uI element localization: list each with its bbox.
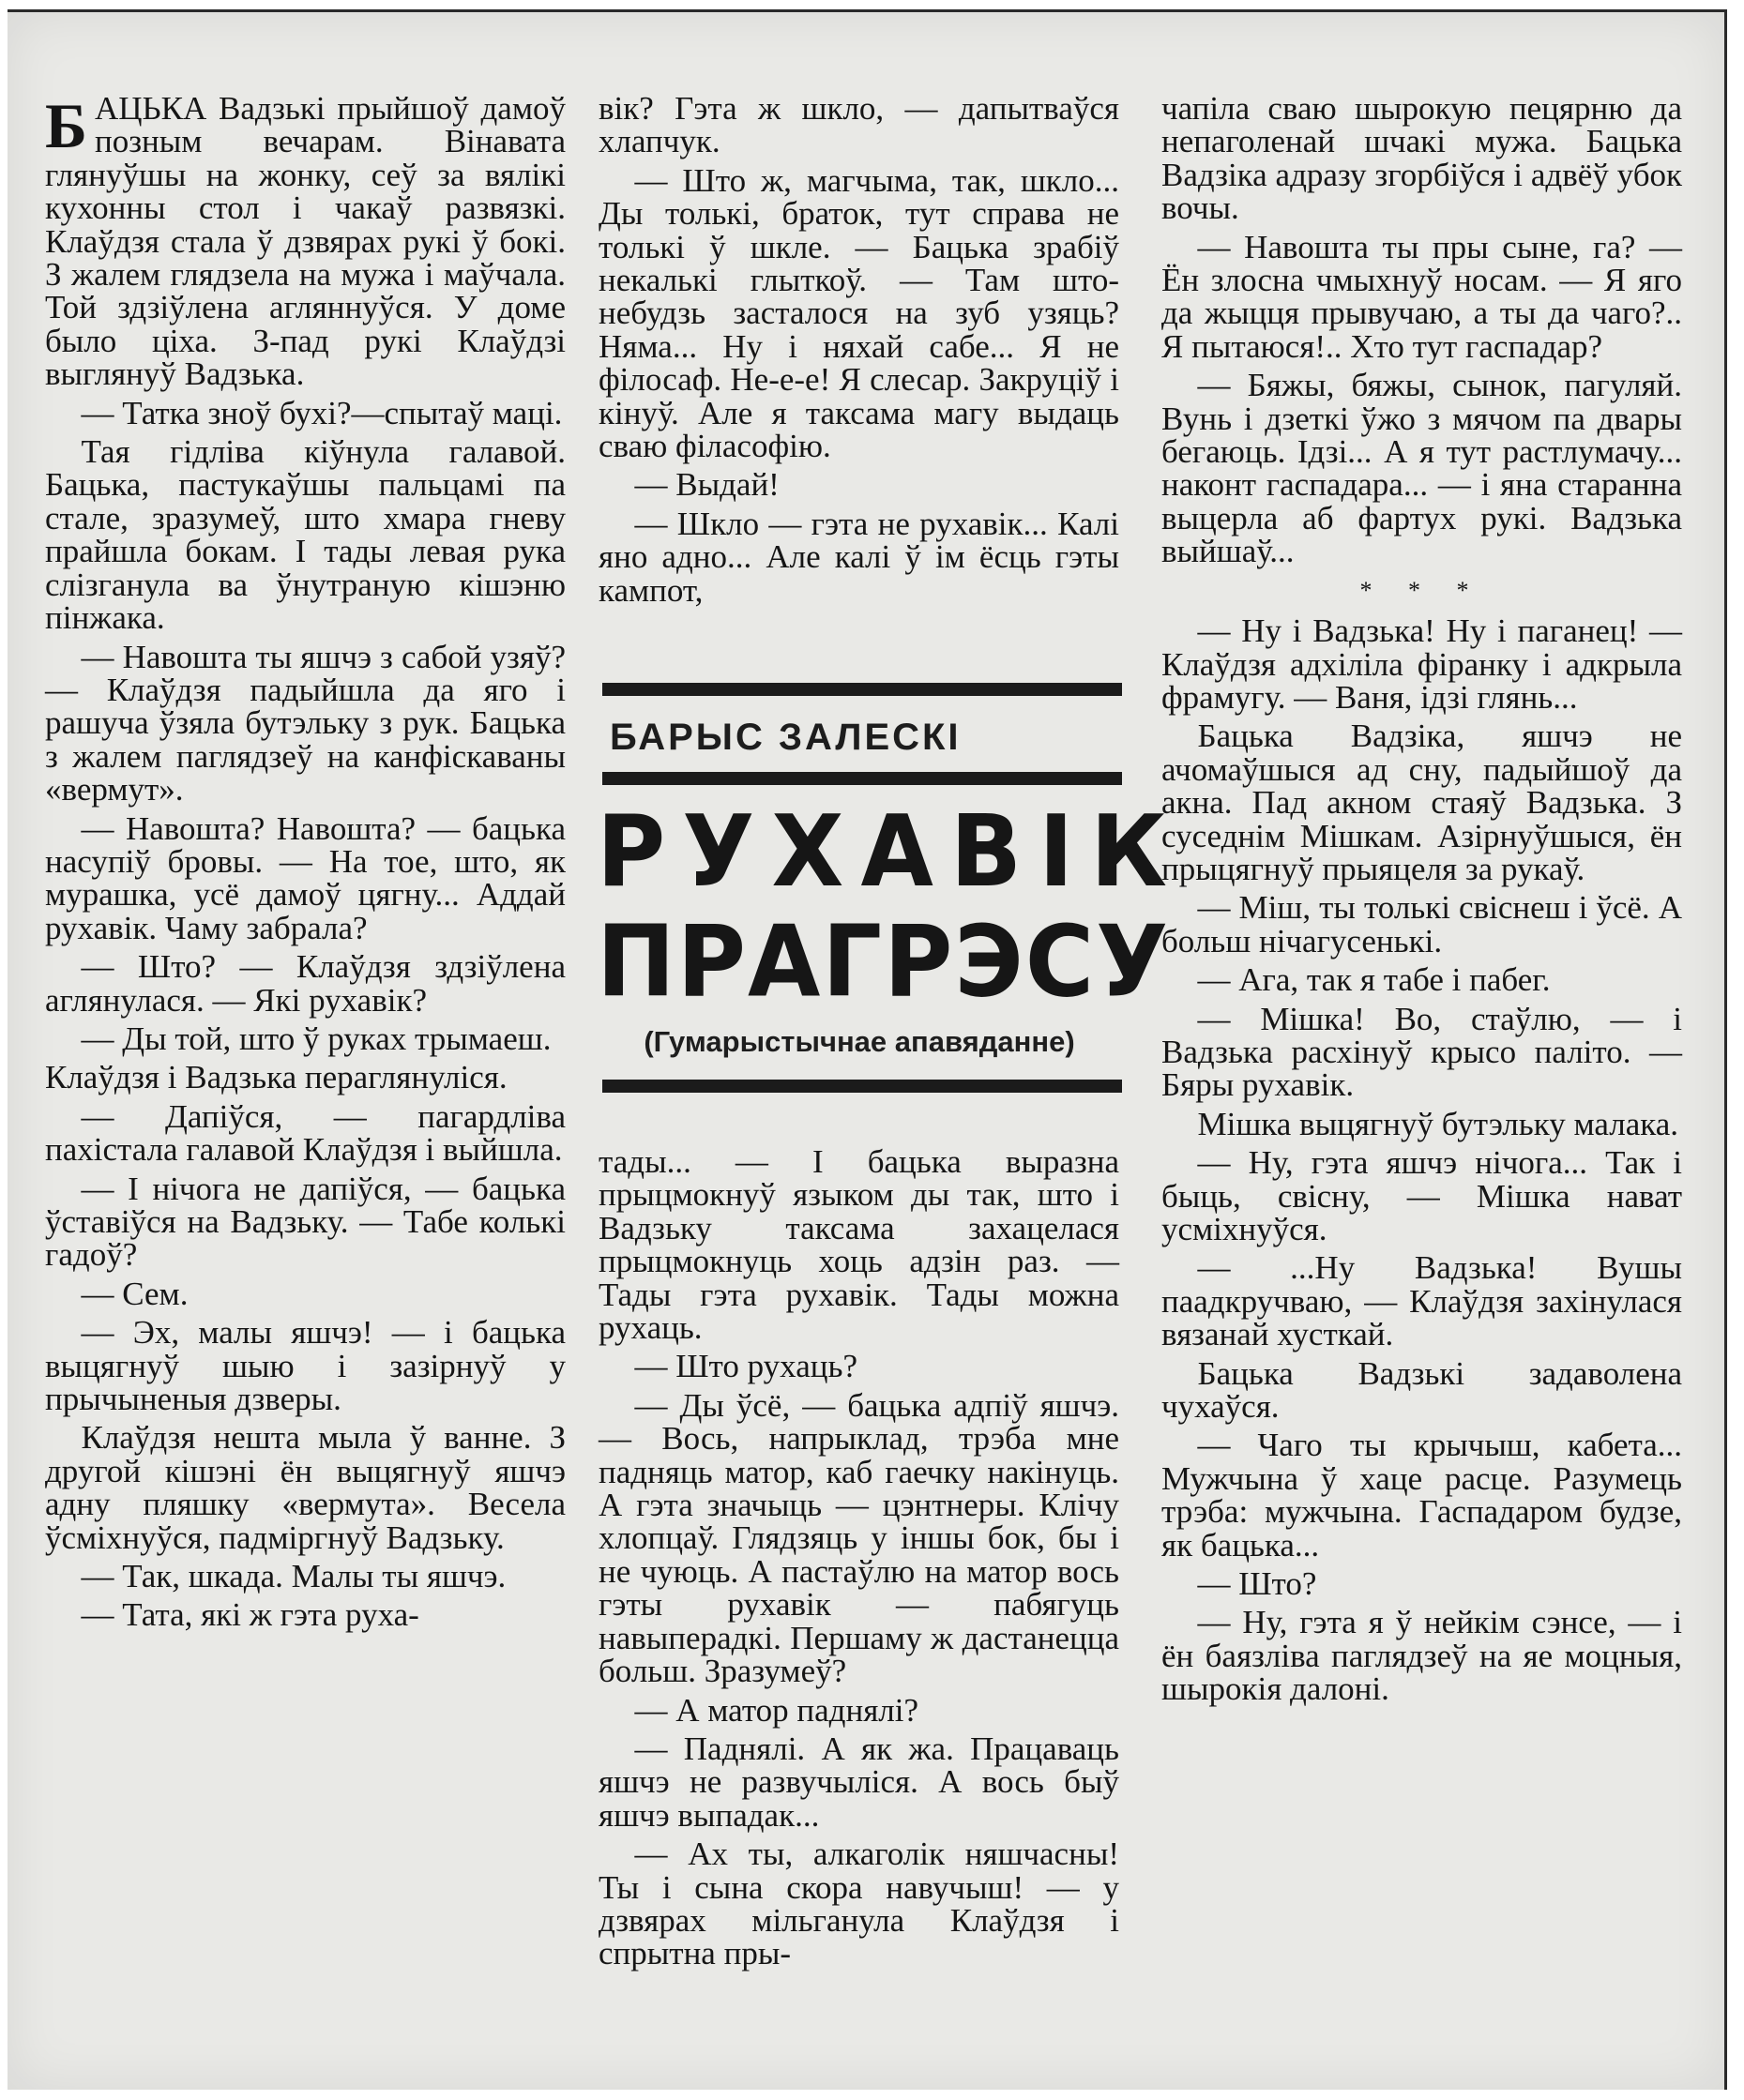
- paragraph: — ...Ну Вадзька! Вушы паадкручваю, — Клаўдзя захінулася вязанай хусткай.: [1161, 1249, 1682, 1353]
- paragraph: — Што ж, магчыма, так, шкло... Ды толькі, браток, тут справа не толькі ў шкле. — Бацька зрабіў некалькі глыткоў. — Там што-небудзь засталося на зуб узяць? Няма... Ну і няхай сабе... Я не філосаф. Не-е-е! Я слесар. Закруціў і кінуў. Але я таксама магу выдаць сваю філасофію.: [599, 161, 1119, 465]
- paragraph: — Ну і Вадзька! Ну і паганец! — Клаўдзя адхіліла фіранку і адкрыла фрамугу. — Ваня, ідзі глянь...: [1161, 612, 1682, 716]
- paragraph: — Дапіўся, — пагардліва пахістала галавой Клаўдзя і выйшла.: [45, 1097, 566, 1169]
- drop-cap: Б: [45, 90, 87, 161]
- section-separator: * * *: [1359, 576, 1484, 604]
- column-2-top: [599, 92, 1119, 607]
- paragraph: — Мішка! Во, стаўлю, — і Вадзька расхінуў крысо паліто. — Бяры рухавік.: [1161, 1000, 1682, 1104]
- column-3: [1161, 92, 1682, 1706]
- headline: [597, 793, 1185, 1020]
- paragraph: Бацька Вадзіка, яшчэ не ачомаўшыся ад сну, падыйшоў да акна. Пад акном стаяў Вадзька. З суседнім Мішкам. Азірнуўшыся, ён прыцягнуў прыяцеля за рукаў.: [1161, 718, 1682, 887]
- paragraph: — Што?: [1197, 1565, 1317, 1603]
- paragraph: — Паднялі. А як жа. Працаваць яшчэ не развучыліся. А вось быў яшчэ выпадак...: [599, 1730, 1119, 1834]
- paragraph: — Што? — Клаўдзя здзіўлена аглянулася. — Які рухавік?: [45, 948, 566, 1019]
- paragraph: — Ага, так я табе і пабег.: [1197, 961, 1551, 999]
- headline-block: [597, 683, 1185, 1114]
- headline-line-1: РУХАВІК: [597, 793, 1185, 910]
- subtitle: (Гумарыстычнае апавяданне): [644, 1025, 1075, 1058]
- paragraph: — Ды ўсё, — бацька адпіў яшчэ. — Вось, напрыклад, трэба мне падняць матор, каб гаечку накінуць. А гэта значыць — цэнтнеры. Клічу хлопцаў. Глядзяць у іншы бок, бы і не чуюць. А пастаўлю на матор вось гэты рухавік — пабягуць навыперадкі. Першаму ж дастанецца больш. Зразумеў?: [599, 1386, 1119, 1690]
- column-2-bottom: [599, 1145, 1119, 1971]
- paragraph: — Навошта? Навошта? — бацька насупіў бровы. — На тое, што, як мурашка, усё дамоў цягну... Аддай рухавік. Чаму забрала?: [45, 809, 566, 946]
- column-1: [45, 92, 566, 1632]
- paragraph: — Ну, гэта яшчэ нічога... Так і быць, свісну, — Мішка нават усміхнуўся.: [1161, 1144, 1682, 1247]
- paragraph: — І нічога не дапіўся, — бацька ўставіўся на Вадзьку. — Табе колькі гадоў?: [45, 1170, 566, 1274]
- top-rule: [602, 683, 1122, 696]
- paragraph: — А матор паднялі?: [634, 1691, 919, 1729]
- paragraph: — Сем.: [81, 1275, 189, 1312]
- paragraph: Тая гідліва кіўнула галавой. Бацька, пастукаўшы пальцамі па стале, зразумеў, што хмара гневу прайшла бокам. І тады левая рука слізганула ва ўнутраную кішэню пінжака.: [45, 433, 566, 637]
- paragraph: Клаўдзя і Вадзька пераглянуліся.: [45, 1059, 508, 1096]
- paragraph: — Так, шкада. Малы ты яшчэ.: [81, 1558, 507, 1595]
- opening-paragraph: [45, 92, 566, 391]
- paragraph: — Татка зноў бухі?—спытаў маці.: [81, 394, 563, 431]
- paragraph: — Тата, які ж гэта руха-: [81, 1596, 419, 1634]
- paragraph: тады... — І бацька выразна прыцмокнуў языком ды так, што і Вадзьку таксама захацелася прыцмокнуць хоць адзін раз. — Тады гэта рухавік. Тады можна рухаць.: [599, 1143, 1119, 1347]
- paragraph: чапіла сваю шырокую пецярню да непаголенай шчакі мужа. Бацька Вадзіка адразу згорбіўся і адвёў убок вочы.: [1161, 90, 1682, 227]
- paragraph: — Міш, ты толькі свіснеш і ўсё. А больш нічагусенькі.: [1161, 889, 1682, 959]
- middle-rule: [602, 772, 1122, 785]
- paragraph: — Ах ты, алкаголік няшчасны! Ты і сына скора навучыш! — у дзвярах мільганула Клаўдзя і спрытна пры-: [599, 1836, 1119, 1972]
- bottom-rule: [602, 1080, 1122, 1093]
- paragraph: Мішка выцягнуў бутэльку малака.: [1197, 1105, 1678, 1142]
- paragraph: — Навошта ты яшчэ з сабой узяў? — Клаўдзя падыйшла да яго і рашуча ўзяла бутэльку з рук. Бацька з жалем паглядзеў на канфіскаваны «вермут».: [45, 638, 566, 808]
- headline-line-2: ПРАГРЭСУ: [597, 903, 1171, 1020]
- paragraph: вік? Гэта ж шкло, — дапытваўся хлапчук.: [599, 90, 1119, 160]
- paragraph-text: АЦЬКА Вадзькі прыйшоў дамоў позным вечарам. Вінавата глянуўшы на жонку, сеў за вялікі кухонны стол і чакаў развязкі. Клаўдзя стала ў дзвярах рукі ў бокі. З жалем глядзела на мужа і маўчала. Той здзіўлена агляннуўся. У доме было ціха. З-пад рукі Клаўдзі выглянуў Вадзька.: [45, 90, 566, 393]
- paragraph: Бацька Вадзькі задаволена чухаўся.: [1161, 1354, 1682, 1426]
- paragraph: — Навошта ты пры сыне, га? — Ён злосна чмыхнуў носам. — Я яго да жыцця прывучаю, а ты да чаго?.. Я пытаюся!.. Хто тут гаспадар?: [1161, 228, 1682, 365]
- paragraph: — Бяжы, бяжы, сынок, пагуляй. Вунь і дзеткі ўжо з мячом па двары бегаюць. Ідзі... А я тут растлумачу... наконт гаспадара... — і яна старанна выцерла аб фартух рукі. Вадзька выйшаў...: [1161, 367, 1682, 570]
- paragraph: — Шкло — гэта не рухавік... Калі яно адно... Але калі ў ім ёсць гэты кампот,: [599, 505, 1119, 609]
- newspaper-clipping: [8, 9, 1727, 2090]
- author-name: БАРЫС ЗАЛЕСКІ: [610, 717, 962, 758]
- paragraph: — Выдай!: [634, 466, 780, 504]
- paragraph: — Чаго ты крычыш, кабета... Мужчына ў хаце расце. Разумець трэба: мужчына. Гаспадаром будзе, як бацька...: [1161, 1427, 1682, 1564]
- paragraph: — Эх, малы яшчэ! — і бацька выцягнуў шыю і зазірнуў у прычыненыя дзверы.: [45, 1314, 566, 1418]
- paragraph: — Ну, гэта я ў нейкім сэнсе, — і ён баязліва паглядзеў на яе моцныя, шырокія далоні.: [1161, 1604, 1682, 1708]
- paragraph: — Ды той, што ў руках трымаеш.: [81, 1020, 552, 1057]
- paragraph: — Што рухаць?: [634, 1348, 857, 1385]
- paragraph: Клаўдзя нешта мыла ў ванне. З другой кішэні ён выцягнуў яшчэ адну пляшку «вермута». Весела ўсміхнуўся, падміргнуў Вадзьку.: [45, 1419, 566, 1556]
